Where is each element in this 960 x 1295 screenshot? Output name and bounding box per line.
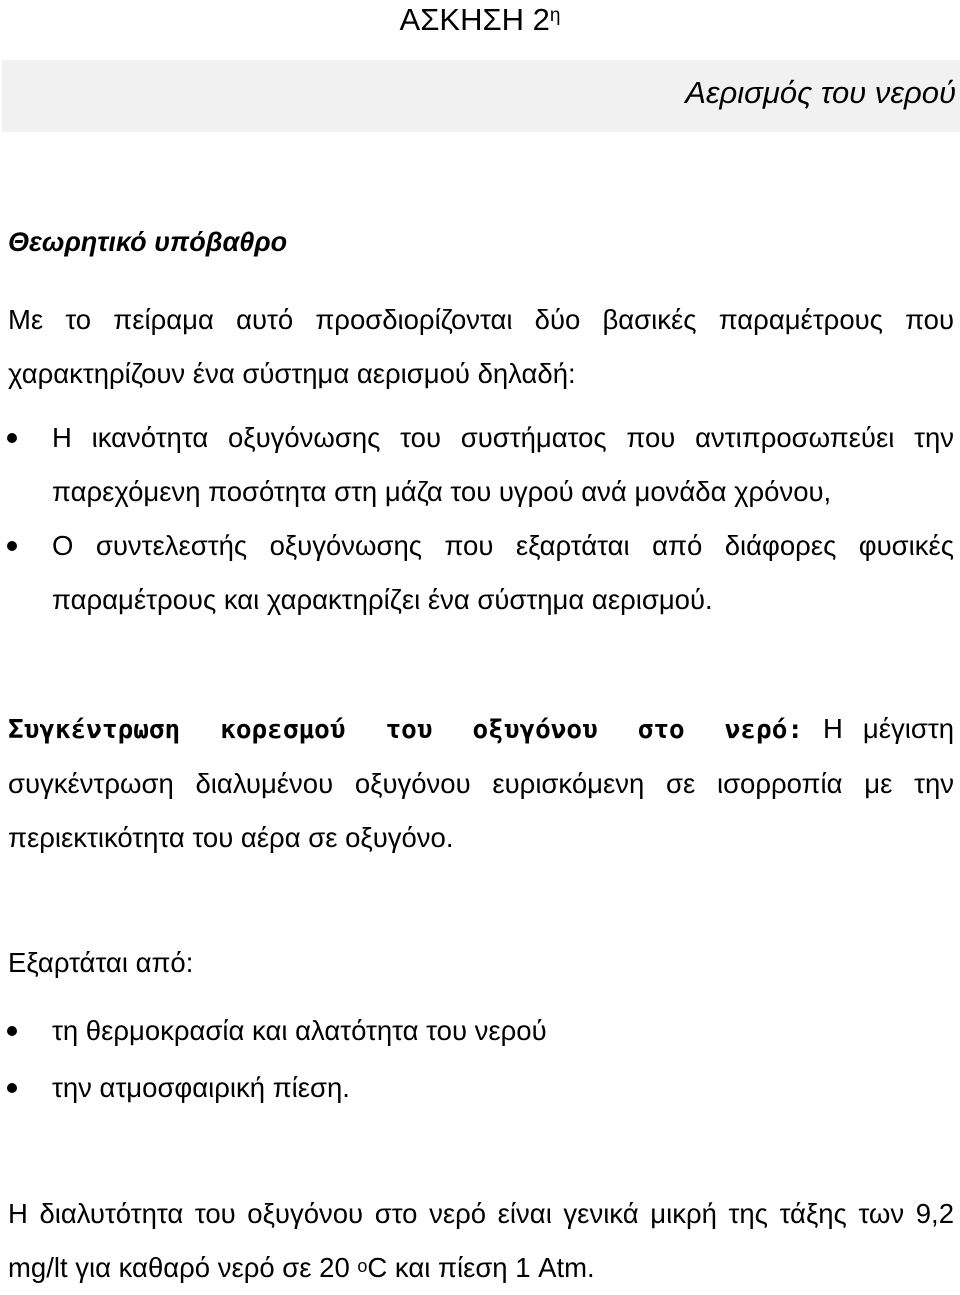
list-item: [0, 1002, 954, 1059]
bullet-icon: [7, 1026, 17, 1036]
title-superscript: η: [549, 5, 561, 26]
list-item: [0, 411, 954, 519]
solubility-text-end: C και πίεση 1 Atm.: [367, 1252, 595, 1283]
solubility-paragraph: [8, 1187, 954, 1295]
degree-superscript: o: [357, 1256, 368, 1276]
list-item-text: τη θερμοκρασία και αλατότητα του νερού: [52, 1015, 547, 1046]
list-item-text: Ο συντελεστής οξυγόνωσης που εξαρτάται από διάφορες φυσικές παραμέτρους και χαρακτηρίζει ένα σύστημα αερισμού.: [52, 530, 954, 615]
page-title-text: ΑΣΚΗΣΗ 2: [399, 2, 550, 37]
saturation-definition: Η μέγιστη συγκέντρωση διαλυμένου οξυγόνου ευρισκόμενη σε ισορροπία με την περιεκτικότητα του αέρα σε οξυγόνο.: [8, 713, 955, 853]
saturation-term: Συγκέντρωση κορεσμού του οξυγόνου στο νερό:: [8, 715, 804, 745]
bullet-icon: [7, 433, 17, 443]
list-item: [0, 1059, 954, 1116]
solubility-text: Η διαλυτότητα του οξυγόνου στο νερό είναι γενικά μικρή της τάξης των 9,2 mg/lt για καθαρό νερό σε 20: [8, 1198, 954, 1283]
intro-paragraph: Με το πείραμα αυτό προσδιορίζονται δύο βασικές παραμέτρους που χαρακτηρίζουν ένα σύστημα αερισμού δηλαδή:: [8, 304, 954, 389]
list-item-text: την ατμοσφαιρική πίεση.: [52, 1072, 350, 1103]
section-heading: Θεωρητικό υπόβαθρο: [8, 227, 288, 257]
list-item-text: Η ικανότητα οξυγόνωσης του συστήματος που αντιπροσωπεύει την παρεχόμενη ποσότητα στη μάζα του υγρού ανά μονάδα χρόνου,: [52, 422, 954, 507]
bullet-icon: [7, 1083, 17, 1093]
page-title: [0, 0, 960, 40]
intro-bullet-list: [0, 411, 960, 627]
list-item: [0, 519, 954, 627]
depends-bullet-list: [0, 1002, 960, 1116]
page-subtitle: Αερισμός του νερού: [685, 75, 956, 110]
saturation-paragraph: [8, 702, 954, 865]
bullet-icon: [7, 541, 17, 551]
depends-label: Εξαρτάται από:: [8, 947, 194, 978]
